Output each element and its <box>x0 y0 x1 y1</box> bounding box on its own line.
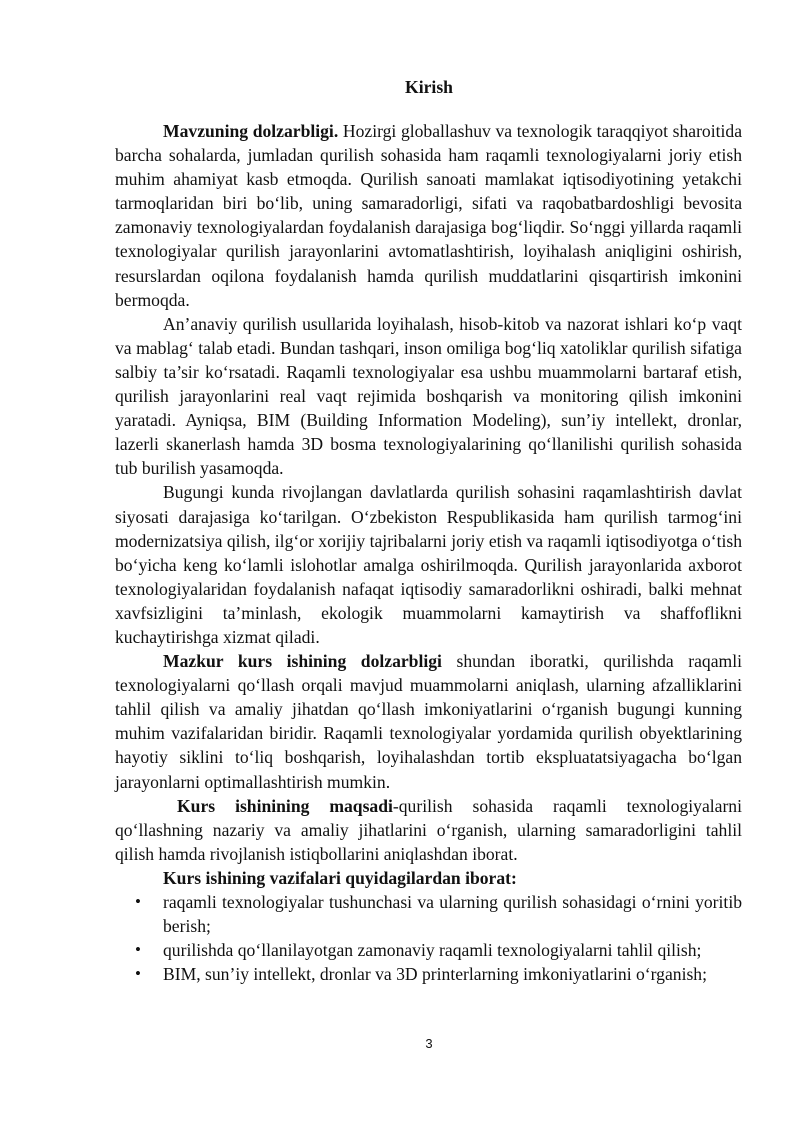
page-title: Kirish <box>405 77 453 97</box>
paragraph-lead: Mavzuning dolzarbligi. <box>163 121 339 141</box>
bullet-icon: • <box>135 892 141 911</box>
paragraph-digitalization-policy: Bugungi kunda rivojlangan davlatlarda qurilish sohasini raqamlashtirish davlat siyosati darajasiga ko‘tarilgan. O‘zbekiston Respublikasida ham qurilish tarmog‘ini modernizatsiya qilish, ilg‘or xorijiy tajribalarni joriy etish va raqamli iqtisodiyotga o‘tish bo‘yicha keng ko‘lamli islohotlar amalga oshirilmoqda. Qurilish jarayonlarida axborot texnologiyalaridan foydalanish nafaqat iqtisodiy samaradorlikni oshiradi, balki mehnat xavfsizligini ta’minlash, ekologik muammolarni kamaytirish va shaffoflikni kuchaytirishga xizmat qiladi. <box>115 482 742 647</box>
list-item <box>115 962 742 986</box>
document-body <box>115 119 742 986</box>
paragraph-text: -qurilish sohasida raqamli texnologiyalarni qo‘llashning nazariy va amaliy jihatlarini o‘rganish, ularning samaradorligini tahlil qilish hamda rivojlanish istiqbollarini aniqlashdan iborat. <box>115 795 742 864</box>
paragraph-traditional-methods: An’anaviy qurilish usullarida loyihalash, hisob-kitob va nazorat ishlari ko‘p vaqt va mablag‘ talab etadi. Bundan tashqari, inson omiliga bog‘liq xatoliklar qurilish sifatiga salbiy ta’sir ko‘rsatadi. Raqamli texnologiyalar esa ushbu muammolarni bartaraf etish, qurilish jarayonlarini real vaqt rejimida boshqarish va monitoring qilish imkonini yaratadi. Ayniqsa, BIM (Building Information Modeling), sun’iy intellekt, dronlar, lazerli skanerlash hamda 3D bosma texnologiyalarining qo‘llanilishi qurilish sohasida tub burilish yasamoqda. <box>115 313 742 479</box>
list-item-text: BIM, sun’iy intellekt, dronlar va 3D printerlarning imkoniyatlarini o‘rganish; <box>163 964 707 985</box>
list-item-text: qurilishda qo‘llanilayotgan zamonaviy raqamli texnologiyalarni tahlil qilish; <box>163 940 702 961</box>
bullet-icon: • <box>135 940 141 960</box>
tasks-heading: Kurs ishining vazifalari quyidagilardan iborat: <box>163 867 517 888</box>
paragraph-text: Hozirgi globallashuv va texnologik taraqqiyot sharoitida barcha sohalarda, jumladan qurilish sohasida ham raqamli texnologiyalarni joriy etish muhim ahamiyat kasb etmoqda. Qurilish sanoati mamlakat iqtisodiyotining yetakchi tarmoqlaridan biri bo‘lib, uning samaradorligi, sifati va raqobatbardoshligi bevosita zamonaviy texnologiyalardan foydalanish darajasiga bog‘liqdir. So‘nggi yillarda raqamli texnologiyalar qurilish jarayonlarini avtomatlashtirish, loyihalash aniqligini oshirish, resurslardan oqilona foydalanish hamda qurilish muddatlarini qisqartirish imkonini bermoqda. <box>115 121 743 310</box>
paragraph-course-goal <box>115 794 742 866</box>
paragraph-lead: Mazkur kurs ishining dolzarbligi <box>163 651 442 672</box>
list-item <box>115 890 742 938</box>
list-item-text: raqamli texnologiyalar tushunchasi va ularning qurilish sohasidagi o‘rnini yoritib berish; <box>163 892 742 937</box>
tasks-list <box>115 890 742 986</box>
paragraph-course-relevance <box>115 649 742 794</box>
paragraph-relevance <box>115 119 742 312</box>
paragraph-text: shundan iboratki, qurilishda raqamli texnologiyalarni qo‘llash orqali mavjud muammolarni aniqlash, ularning afzalliklarini tahlil qilish va amaliy jihatdan qo‘llash imkoniyatlarini o‘rganish bugungi kunning muhim vazifalaridan biridir. Raqamli texnologiyalar yordamida qurilish obyektlarining hayotiy siklini to‘liq boshqarish, loyihalashdan tortib ekspluatatsiyagacha bo‘lgan jarayonlarni optimallashtirish mumkin. <box>115 651 742 792</box>
list-item <box>115 938 742 962</box>
paragraph-lead: Kurs ishinining maqsadi <box>177 795 393 816</box>
bullet-icon: • <box>135 964 141 984</box>
page-number: 3 <box>425 1036 433 1051</box>
